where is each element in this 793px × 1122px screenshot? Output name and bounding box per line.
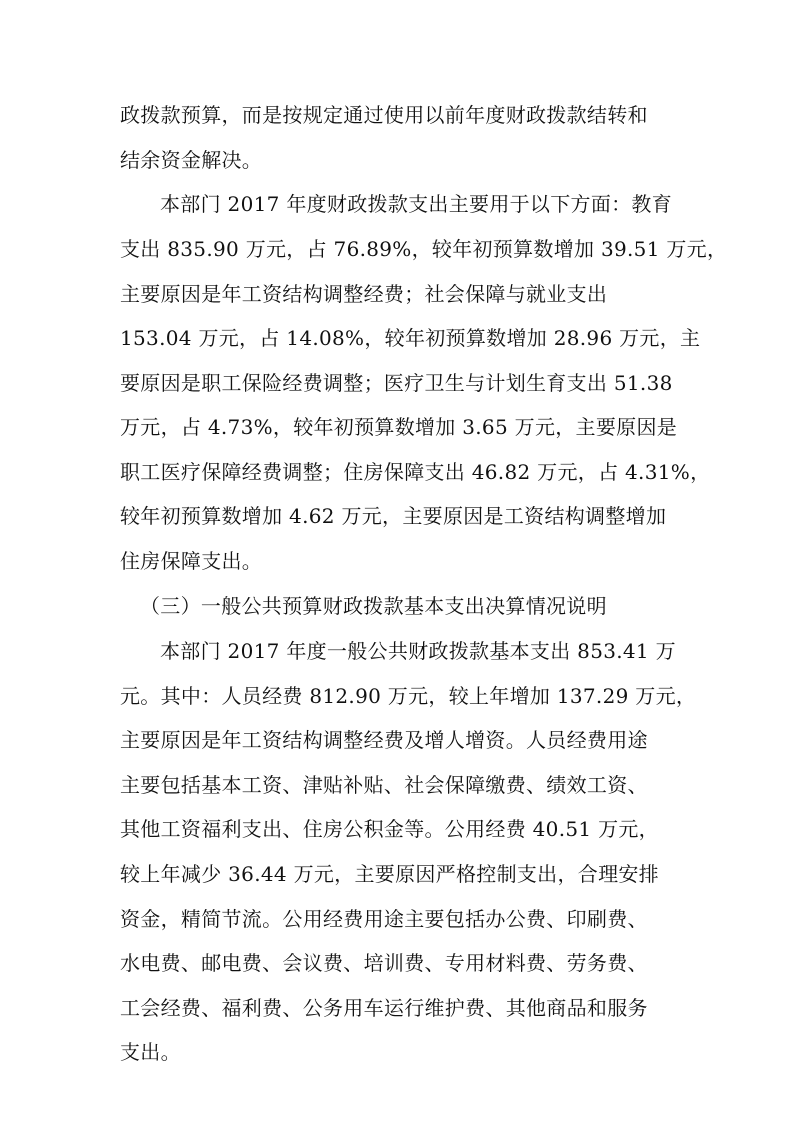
paragraph-line: 工会经费、福利费、公务用车运行维护费、其他商品和服务 [120, 996, 648, 1020]
paragraph-line: 较上年减少 36.44 万元，主要原因严格控制支出，合理安排 [120, 862, 659, 886]
paragraph-line: 结余资金解决。 [120, 148, 263, 172]
paragraph-line: 本部门 2017 年度财政拨款支出主要用于以下方面：教育 [160, 192, 673, 216]
paragraph-line: 支出 835.90 万元，占 76.89%，较年初预算数增加 39.51 万元， [120, 237, 728, 261]
paragraph-line: 153.04 万元，占 14.08%，较年初预算数增加 28.96 万元，主 [120, 326, 701, 350]
paragraph-line: 支出。 [120, 1040, 181, 1064]
paragraph-line: 住房保障支出。 [120, 549, 263, 573]
paragraph-line: 较年初预算数增加 4.62 万元，主要原因是工资结构调整增加 [120, 504, 667, 528]
paragraph-line: 万元，占 4.73%，较年初预算数增加 3.65 万元，主要原因是 [120, 415, 678, 439]
paragraph-line: 职工医疗保障经费调整；住房保障支出 46.82 万元，占 4.31%， [120, 460, 711, 484]
paragraph-line: 元。其中：人员经费 812.90 万元，较上年增加 137.29 万元， [120, 684, 697, 708]
paragraph-line: 主要原因是年工资结构调整经费；社会保障与就业支出 [120, 282, 608, 306]
paragraph-line: 其他工资福利支出、住房公积金等。公用经费 40.51 万元， [120, 817, 659, 841]
paragraph-line: 本部门 2017 年度一般公共财政拨款基本支出 853.41 万 [160, 639, 676, 663]
paragraph-line: 主要原因是年工资结构调整经费及增人增资。人员经费用途 [120, 728, 648, 752]
paragraph-line: 主要包括基本工资、津贴补贴、社会保障缴费、绩效工资、 [120, 773, 648, 797]
section-heading: （三）一般公共预算财政拨款基本支出决算情况说明 [140, 594, 607, 618]
paragraph-line: 水电费、邮电费、会议费、培训费、专用材料费、劳务费、 [120, 951, 648, 975]
paragraph-line: 政拨款预算，而是按规定通过使用以前年度财政拨款结转和 [120, 103, 648, 127]
paragraph-line: 资金，精简节流。公用经费用途主要包括办公费、印刷费、 [120, 907, 648, 931]
paragraph-line: 要原因是职工保险经费调整；医疗卫生与计划生育支出 51.38 [120, 371, 673, 395]
